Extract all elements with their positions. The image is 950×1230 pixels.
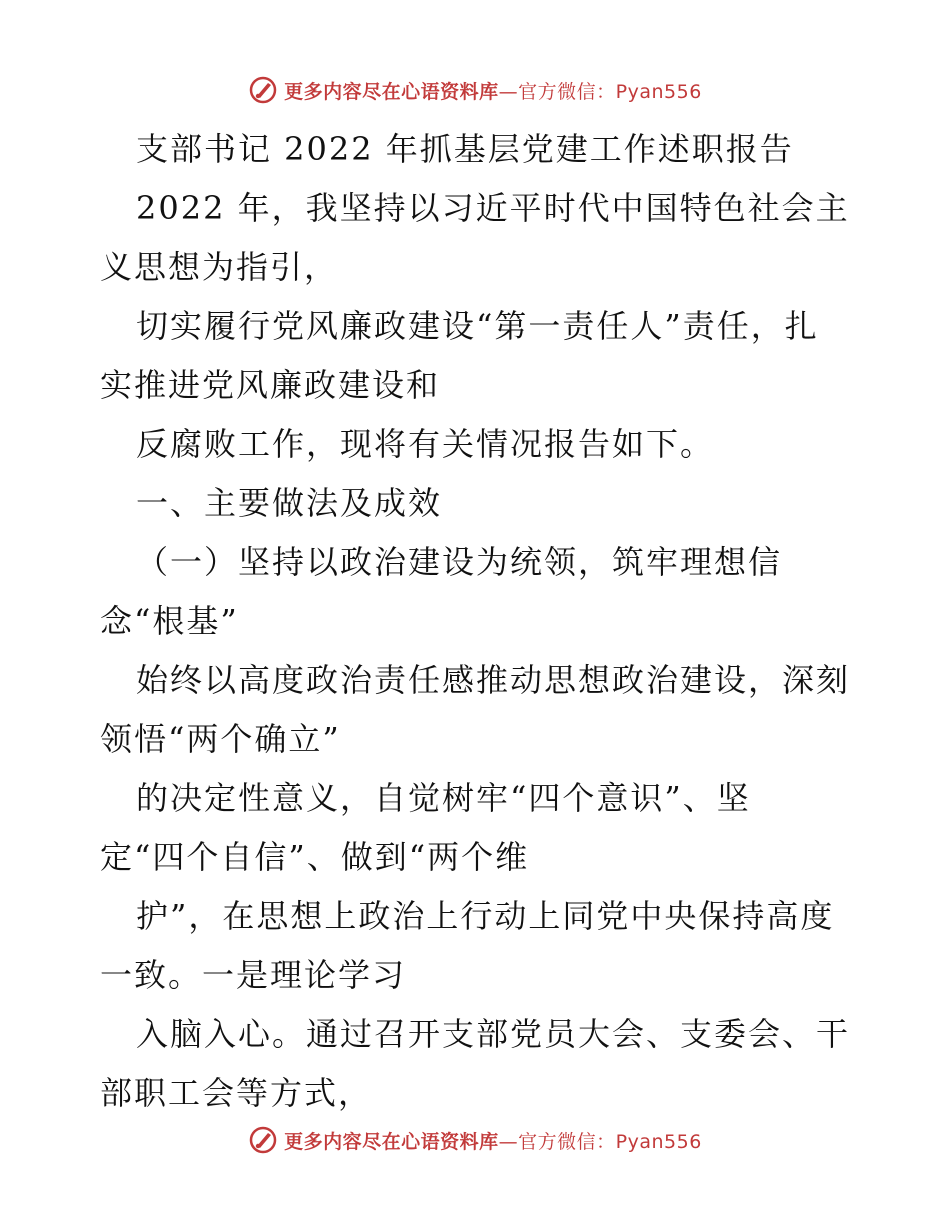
footer-banner — [0, 1120, 950, 1160]
text-line: 义思想为指引， — [100, 248, 339, 286]
banner-text — [284, 77, 702, 104]
banner-text — [284, 1127, 702, 1154]
document-body — [100, 120, 860, 1123]
banner-main: 更多内容尽在心语资料库 — [284, 1130, 499, 1153]
text-line: 入脑入心。通过召开支部党员大会、支委会、干 — [136, 1015, 851, 1053]
banner-separator: — — [498, 1130, 519, 1153]
logo-icon — [248, 75, 278, 105]
text-line: 的决定性意义，自觉树牢“四个意识”、坚 — [136, 779, 751, 817]
text-line: 始终以高度政治责任感推动思想政治建设，深刻 — [136, 661, 851, 699]
text-line: 定“四个自信”、做到“两个维 — [100, 838, 530, 876]
banner-main: 更多内容尽在心语资料库 — [284, 80, 499, 103]
text-line: （一）坚持以政治建设为统领，筑牢理想信 — [136, 543, 783, 581]
banner-wechat: 官方微信：Pyan556 — [518, 1130, 702, 1153]
text-line: 支部书记 2022 年抓基层党建工作述职报告 — [136, 130, 794, 168]
logo-icon — [248, 1125, 278, 1155]
text-line: 部职工会等方式， — [100, 1074, 373, 1112]
header-banner — [0, 70, 950, 110]
text-line: 2022 年，我坚持以习近平时代中国特色社会主 — [136, 189, 850, 227]
text-line: 领悟“两个确立” — [100, 720, 341, 758]
text-line: 反腐败工作，现将有关情况报告如下。 — [136, 425, 715, 463]
text-line: 实推进党风廉政建设和 — [100, 366, 441, 404]
text-line: 一、主要做法及成效 — [136, 484, 443, 522]
text-line: 切实履行党风廉政建设“第一责任人”责任，扎 — [136, 307, 819, 345]
text-line: 念“根基” — [100, 602, 239, 640]
banner-separator: — — [498, 80, 519, 103]
text-line: 一致。一是理论学习 — [100, 956, 407, 994]
banner-wechat: 官方微信：Pyan556 — [518, 80, 702, 103]
text-line: 护”，在思想上政治上行动上同党中央保持高度 — [136, 897, 835, 935]
